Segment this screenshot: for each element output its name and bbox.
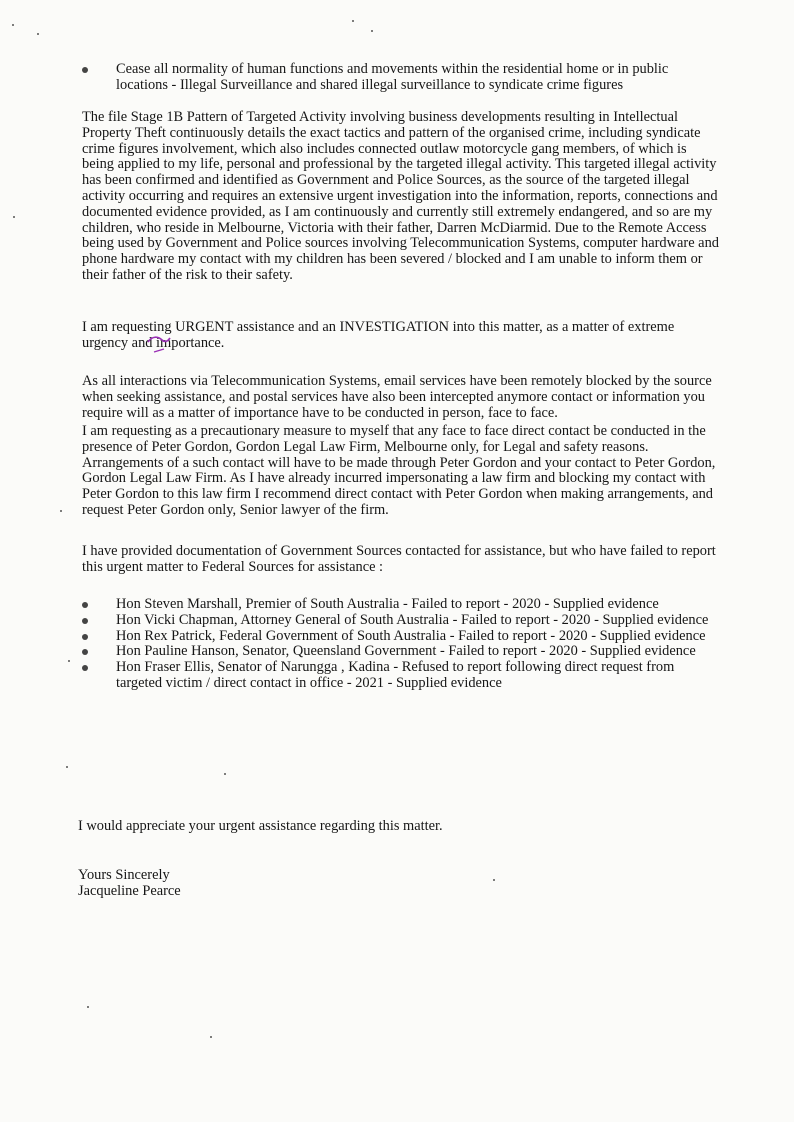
- bullet-dot-icon: [82, 618, 88, 624]
- paragraph-urgent-request: I am requesting URGENT assistance and an INVESTIGATION into this matter, as a matter of extreme urgency and importance.: [82, 319, 675, 351]
- bullet-dot-icon: [82, 602, 88, 608]
- list-item: [82, 597, 722, 613]
- list-item: [82, 613, 722, 629]
- top-bullet-list: [82, 62, 722, 94]
- list-item: [82, 644, 722, 660]
- scan-speck: [13, 216, 15, 218]
- paragraph-contact-blocked: As all interactions via Telecommunication Systems, email services have been remotely blocked by the source when seeking assistance, and postal services have also been intercepted anymore contact or information you require will as a matter of importance have to be conducted in person, face to face.: [82, 373, 712, 421]
- list-item-text: Hon Vicki Chapman, Attorney General of South Australia - Failed to report - 2020 - Supplied evidence: [116, 611, 709, 628]
- scan-speck: [371, 30, 373, 32]
- pen-mark-icon: [146, 332, 172, 358]
- scan-speck: [210, 1036, 212, 1038]
- list-item-text: Hon Fraser Ellis, Senator of Narungga , Kadina - Refused to report following direct request from targeted victim / direct contact in office - 2021 - Supplied evidence: [116, 659, 675, 691]
- closing-line: I would appreciate your urgent assistance regarding this matter.: [78, 818, 443, 834]
- scan-speck: [66, 766, 68, 768]
- bullet-dot-icon: [82, 67, 88, 73]
- scan-speck: [12, 24, 14, 26]
- list-item-text: Cease all normality of human functions and movements within the residential home or in public locations - Illegal Surveillance and shared illegal surveillance to syndicate crime figures: [116, 61, 669, 93]
- list-item-text: Hon Pauline Hanson, Senator, Queensland Government - Failed to report - 2020 - Supplied evidence: [116, 643, 696, 660]
- scan-speck: [493, 879, 495, 881]
- list-item: [82, 660, 722, 692]
- sign-off: Yours Sincerely: [78, 867, 170, 883]
- scan-speck: [224, 773, 226, 775]
- paragraph-legal-presence: I am requesting as a precautionary measure to myself that any face to face direct contact be conducted in the presence of Peter Gordon, Gordon Legal Law Firm, Melbourne only, for Legal and safety reasons. Arrangements of a such contact will have to be made through Peter Gordon and your contact to Peter Gordon, Gordon Legal Law Firm. As I have already incurred impersonating a law firm and blocking my contact with Peter Gordon to this law firm I recommend direct contact with Peter Gordon when making arrangements, and request Peter Gordon only, Senior lawyer of the firm.: [82, 423, 716, 518]
- list-item-text: Hon Rex Patrick, Federal Government of South Australia - Failed to report - 2020 - Supplied evidence: [116, 627, 706, 644]
- paragraph-stage-1b: The file Stage 1B Pattern of Targeted Activity involving business developments resulting in Intellectual Property Theft continuously details the exact tactics and pattern of the organised crime, including syndicate crime figures involvement, which also includes connected outlaw motorcycle gang members, of which is being applied to my life, personal and professional by the targeted illegal activity. This targeted illegal activity has been confirmed and identified as Government and Police Sources, as the source of the targeted illegal activity occurring and requires an extensive urgent investigation into the information, reports, connections and documented evidence provided, as I am continuously and currently still extremely endangered, and so are my children, who reside in Melbourne, Victoria with their father, Darren McDiarmid. Due to the Remote Access being used by Government and Police sources involving Telecommunication Systems, computer hardware and phone hardware my contact with my children has been severed / blocked and I am unable to inform them or their father of the risk to their safety.: [82, 109, 719, 283]
- bullet-dot-icon: [82, 649, 88, 655]
- list-item: [82, 62, 722, 94]
- scan-speck: [87, 1006, 89, 1008]
- scan-speck: [68, 660, 70, 662]
- list-item: [82, 629, 722, 645]
- sources-list: [82, 597, 722, 692]
- signatory-name: Jacqueline Pearce: [78, 883, 181, 899]
- paragraph-government-sources: I have provided documentation of Government Sources contacted for assistance, but who have failed to report this urgent matter to Federal Sources for assistance :: [82, 543, 716, 575]
- scan-speck: [60, 510, 62, 512]
- scan-speck: [37, 33, 39, 35]
- list-item-text: Hon Steven Marshall, Premier of South Australia - Failed to report - 2020 - Supplied evidence: [116, 596, 659, 612]
- bullet-dot-icon: [82, 665, 88, 671]
- bullet-dot-icon: [82, 634, 88, 640]
- scan-speck: [352, 20, 354, 22]
